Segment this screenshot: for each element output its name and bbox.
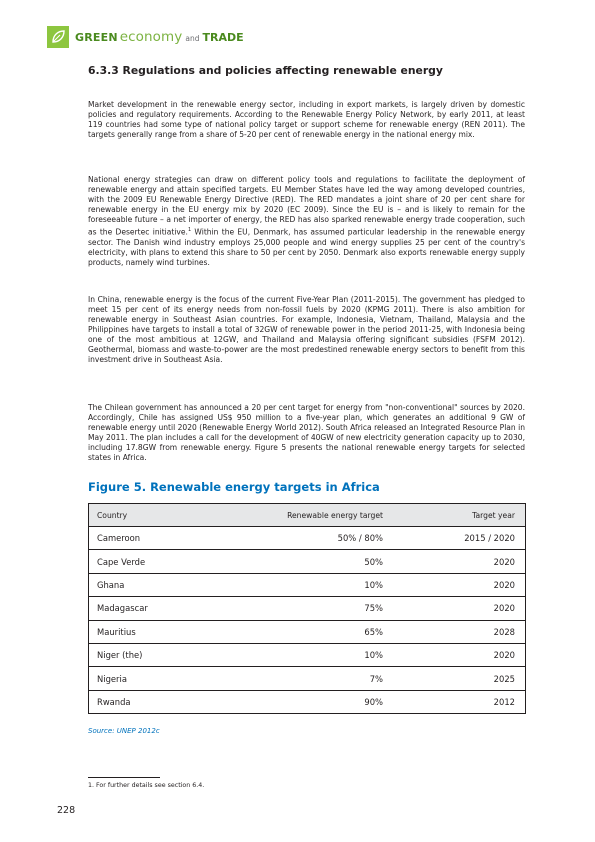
column-header-target: Renewable energy target — [287, 510, 383, 520]
paragraph-4: The Chilean government has announced a 20 per cent target for energy from "non-conventional" sources by 2020. Accordingly, Chile has assigned US$ 950 million to a five-year plan, which generates an additional 9 GW of renewable energy until 2020 (Renewable Energy World 2012). South Africa released an Integrated Resource Plan in May 2011. The plan includes a call for the development of 40GW of new electricity generation capacity up to 2030, including 17.8GW from renewable energy. Figure 5 presents the national renewable energy targets for selected states in Africa. — [88, 403, 525, 463]
figure-title: Figure 5. Renewable energy targets in Africa — [88, 480, 380, 494]
paragraph-3: In China, renewable energy is the focus of the current Five-Year Plan (2011-2015). The government has pledged to meet 15 per cent of its energy needs from non-fossil fuels by 2020 (KPMG 2011). There is also ambition for renewable energy in Southeast Asian countries. For example, Indonesia, Vietnam, Thailand, Malaysia and the Philippines have targets to install a total of 32GW of renewable power in the period 2011-25, with Indonesia being one of the most ambitious at 12GW, and Thailand and Malaysia offering significant subsidies (FSFM 2012). Geothermal, biomass and waste-to-power are the most predestined renewable energy sectors to benefit from this investment drive in Southeast Asia. — [88, 295, 525, 365]
cell-target: 65% — [364, 626, 383, 637]
table-row — [89, 691, 525, 713]
column-header-year: Target year — [472, 510, 515, 520]
cell-target: 50% — [364, 556, 383, 567]
cell-country: Cape Verde — [97, 556, 146, 567]
cell-country: Nigeria — [97, 673, 127, 684]
cell-target: 10% — [364, 650, 383, 661]
footnote-divider — [88, 777, 160, 778]
page-number: 228 — [57, 805, 76, 816]
figure-source: Source: UNEP 2012c — [88, 727, 160, 735]
brand-wordmark — [75, 29, 244, 45]
targets-table — [88, 503, 526, 714]
table-row — [89, 597, 525, 620]
cell-country: Cameroon — [97, 533, 141, 544]
paragraph-2-part-a: National energy strategies can draw on different policy tools and regulations to facilitate the deployment of renewable energy and attain specified targets. EU Member States have led the way among developed countries, with the 2009 EU Renewable Energy Directive (RED). The RED mandates a joint share of 20 per cent share for renewable energy in the EU energy mix by 2020 (EC 2009). Since the EU is – and is likely to remain for the foreseeable future – a net importer of energy, the RED has also sparked renewable energy trade cooperation, such as the Desertec initiative. — [88, 175, 525, 237]
cell-country: Niger (the) — [97, 650, 143, 661]
column-header-country: Country — [97, 510, 128, 520]
logo — [47, 26, 69, 48]
leaf-icon — [47, 26, 69, 48]
cell-year: 2020 — [493, 579, 515, 590]
cell-year: 2020 — [493, 603, 515, 614]
cell-year: 2012 — [493, 696, 515, 707]
table-row — [89, 550, 525, 573]
cell-country: Ghana — [97, 579, 125, 590]
cell-target: 7% — [369, 673, 383, 684]
table-row — [89, 644, 525, 667]
cell-year: 2028 — [493, 626, 515, 637]
section-title: 6.3.3 Regulations and policies affecting renewable energy — [88, 64, 443, 77]
table-row — [89, 621, 525, 644]
cell-target: 10% — [364, 579, 383, 590]
footnote-reference: 1 — [187, 227, 192, 234]
brand-and: and — [185, 34, 200, 43]
brand-economy: economy — [119, 29, 183, 45]
cell-year: 2015 / 2020 — [464, 533, 515, 544]
cell-target: 50% / 80% — [337, 533, 383, 544]
page-header — [47, 26, 244, 48]
paragraph-1: Market development in the renewable energy sector, including in export markets, is largely driven by domestic policies and regulatory requirements. According to the Renewable Energy Policy Network, by early 2011, at least 119 countries had some type of national policy target or support scheme for renewable energy (REN 2011). The targets generally range from a share of 5-20 per cent of renewable energy in the national energy mix. — [88, 100, 525, 140]
cell-target: 75% — [364, 603, 383, 614]
brand-green: GREEN — [75, 31, 118, 44]
table-header — [89, 504, 525, 527]
cell-year: 2020 — [493, 650, 515, 661]
cell-country: Mauritius — [97, 626, 136, 637]
brand-trade: TRADE — [202, 31, 244, 44]
cell-year: 2020 — [493, 556, 515, 567]
table-row — [89, 667, 525, 690]
table-row — [89, 574, 525, 597]
cell-country: Rwanda — [97, 696, 131, 707]
cell-year: 2025 — [493, 673, 515, 684]
table-row — [89, 527, 525, 550]
paragraph-2 — [88, 175, 525, 268]
paragraph-2-part-b: Within the EU, Denmark, has assumed particular leadership in the renewable energy sector. The Danish wind industry employs 25,000 people and wind energy supplies 25 per cent of the country's electricity, with plans to extend this share to 50 per cent by 2050. Denmark also exports renewable energy supply products, namely wind turbines. — [88, 227, 525, 267]
cell-country: Madagascar — [97, 603, 148, 614]
footnote: 1. For further details see section 6.4. — [88, 782, 205, 789]
cell-target: 90% — [364, 696, 383, 707]
